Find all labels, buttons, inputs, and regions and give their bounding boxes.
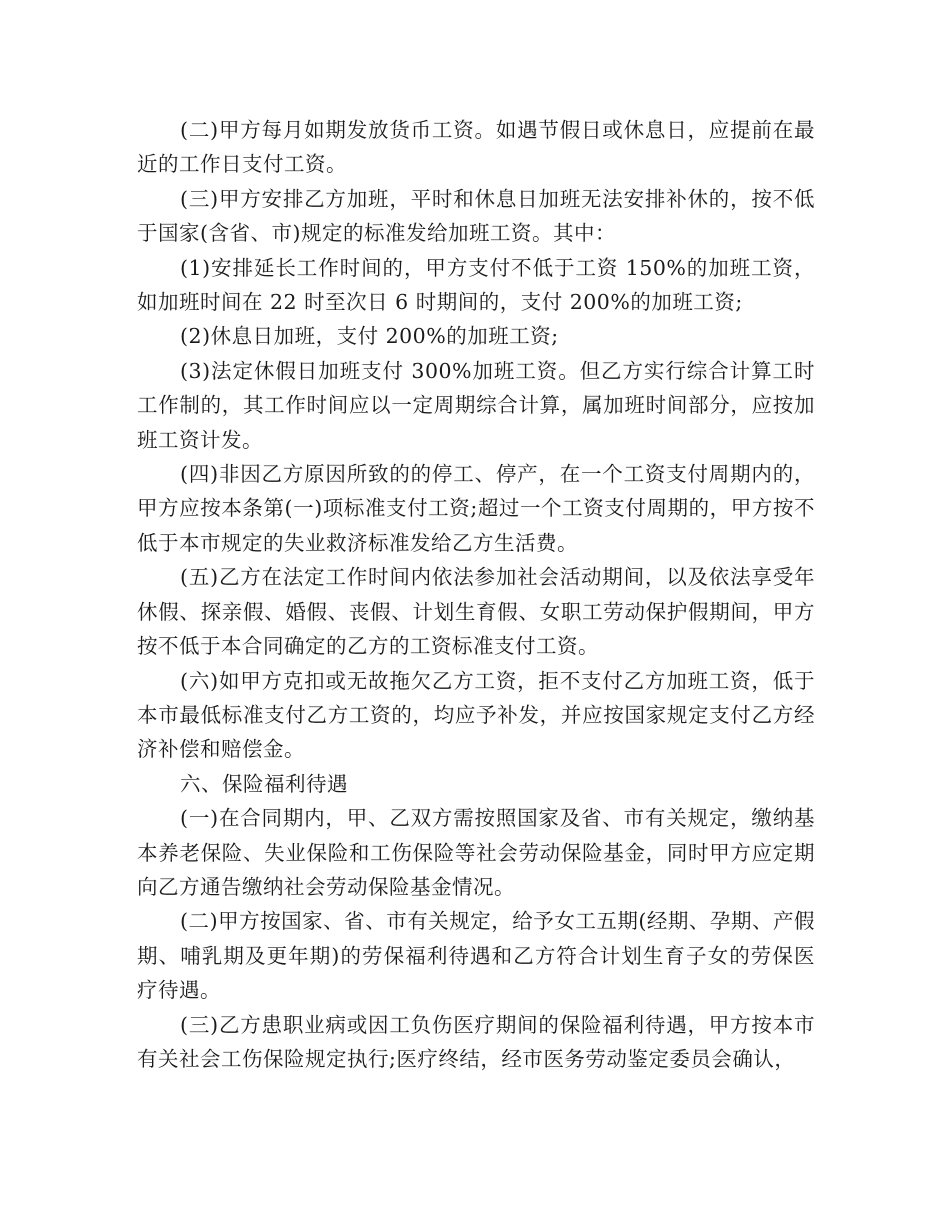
paragraph-wage-arrears: (六)如甲方克扣或无故拖欠乙方工资，拒不支付乙方加班工资，低于本市最低标准支付乙方工资的，均应予补发，并应按国家规定支付乙方经济补偿和赔偿金。	[137, 668, 815, 762]
paragraph-holiday-overtime: (3)法定休假日加班支付 300%加班工资。但乙方实行综合计算工时工作制的，其工作时间应以一定周期综合计算，属加班时间部分，应按加班工资计发。	[137, 358, 815, 452]
paragraph-rest-day-overtime: (2)休息日加班，支付 200%的加班工资;	[180, 324, 559, 349]
document-body	[137, 113, 815, 1076]
paragraph-wage-payment-date: (二)甲方每月如期发放货币工资。如遇节假日或休息日，应提前在最近的工作日支付工资。	[137, 118, 815, 177]
paragraph-leave-pay: (五)乙方在法定工作时间内依法参加社会活动期间，以及依法享受年休假、探亲假、婚假、丧假、计划生育假、女职工劳动保护假期间，甲方按不低于本合同确定的乙方的工资标准支付工资。	[137, 565, 815, 659]
paragraph-overtime-pay: (三)甲方安排乙方加班，平时和休息日加班无法安排补休的，按不低于国家(含省、市)规定的标准发给加班工资。其中：	[137, 186, 815, 246]
paragraph-extended-hours: (1)安排延长工作时间的，甲方支付不低于工资 150%的加班工资，如加班时间在 22 时至次日 6 时期间的，支付 200%的加班工资;	[137, 255, 815, 315]
paragraph-social-insurance: (一)在合同期内，甲、乙双方需按照国家及省、市有关规定，缴纳基本养老保险、失业保险和工伤保险等社会劳动保险基金，同时甲方应定期向乙方通告缴纳社会劳动保险基金情况。	[137, 806, 815, 899]
paragraph-work-stoppage: (四)非因乙方原因所致的的停工、停产，在一个工资支付周期内的，甲方应按本条第(一)项标准支付工资;超过一个工资支付周期的，甲方按不低于本市规定的失业救济标准发给乙方生活费。	[137, 462, 815, 555]
section-heading-insurance-welfare: 六、保险福利待遇	[180, 771, 349, 796]
paragraph-female-worker-benefits: (二)甲方按国家、省、市有关规定，给予女工五期(经期、孕期、产假期、哺乳期及更年期)的劳保福利待遇和乙方符合计划生育子女的劳保医疗待遇。	[137, 909, 815, 1003]
paragraph-occupational-injury: (三)乙方患职业病或因工负伤医疗期间的保险福利待遇，甲方按本市有关社会工伤保险规定执行;医疗终结，经市医务劳动鉴定委员会确认，	[137, 1012, 815, 1071]
